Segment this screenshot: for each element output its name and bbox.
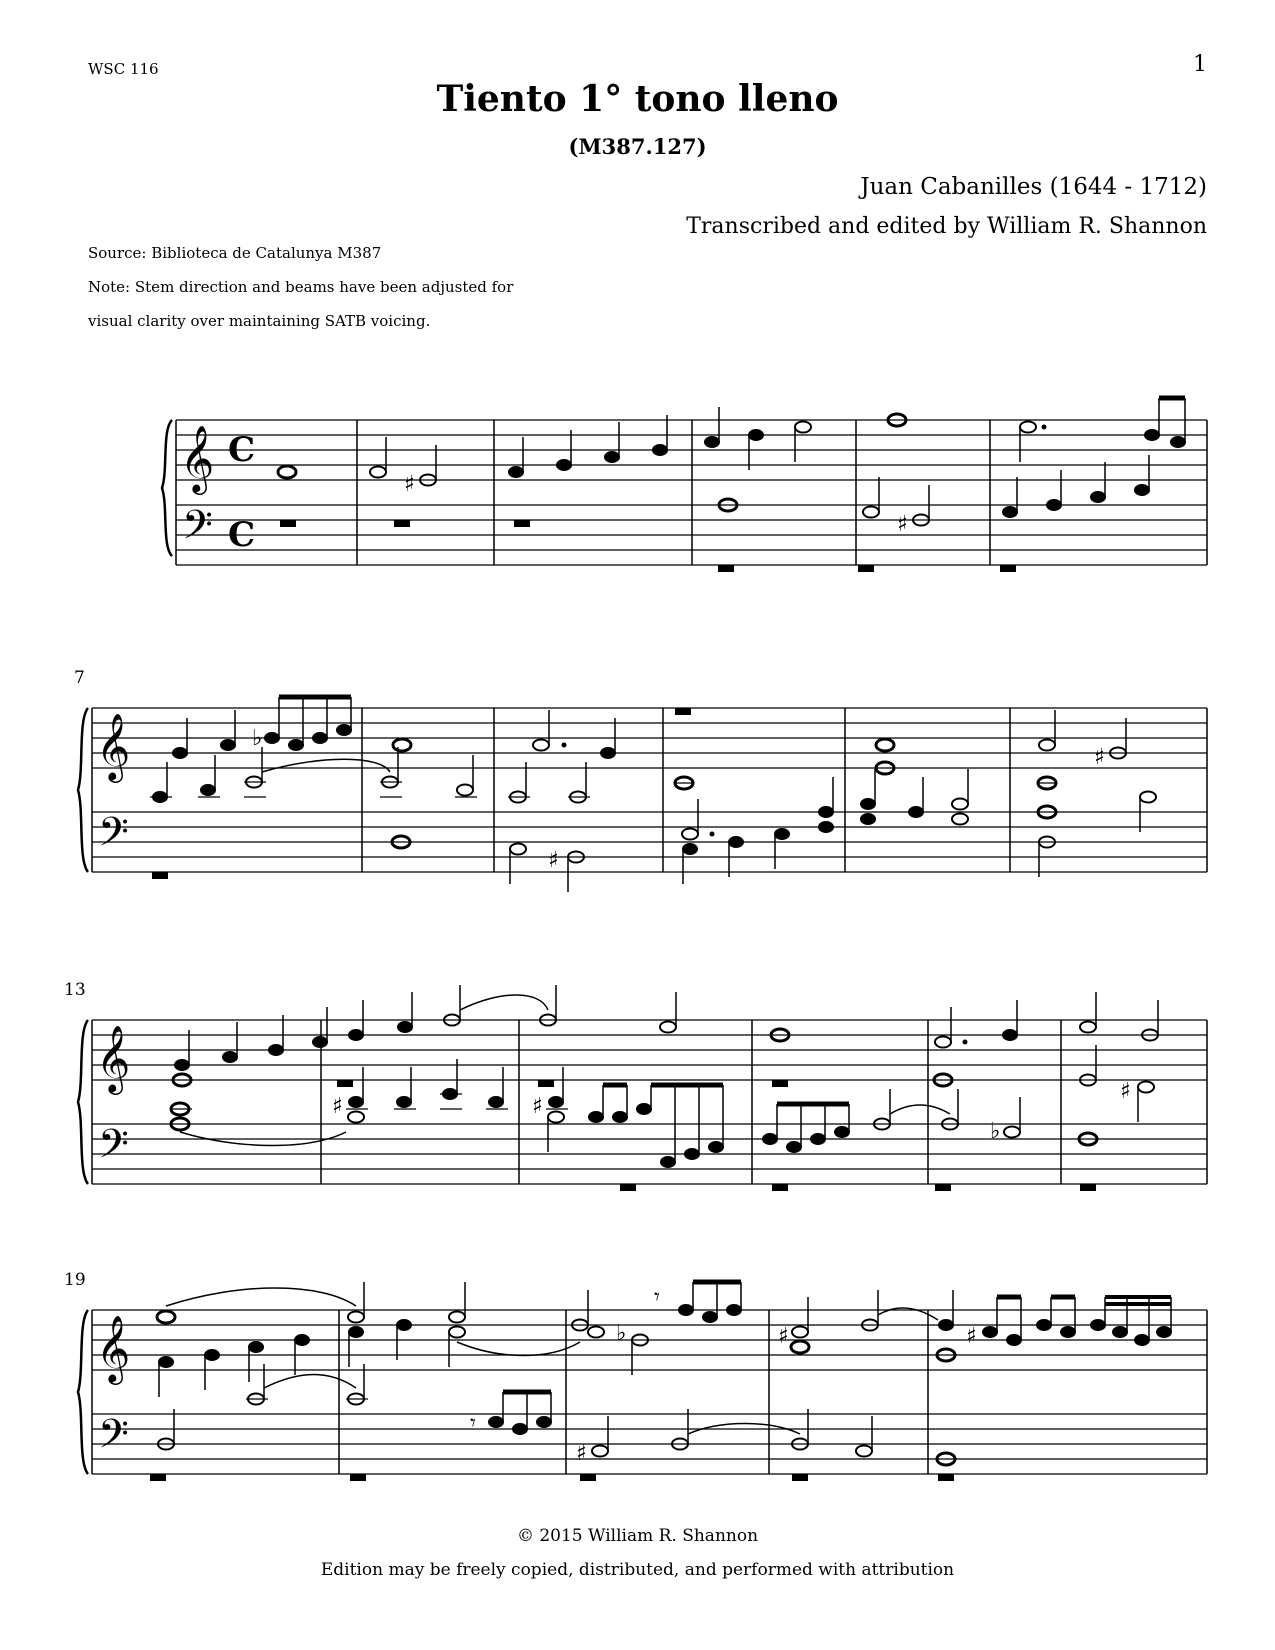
bass-clef-icon: 𝄢 — [98, 1121, 129, 1177]
svg-text:♯: ♯ — [778, 1324, 789, 1349]
bass-notes — [150, 1364, 955, 1481]
license-notice: Edition may be freely copied, distributed, and performed with attribution — [320, 1560, 955, 1580]
time-signature: C — [228, 430, 256, 470]
svg-text:♯: ♯ — [548, 848, 559, 873]
catalog-number: WSC 116 — [88, 60, 159, 78]
bass-staff — [92, 1124, 1207, 1184]
measure-number: 13 — [64, 980, 86, 1000]
barlines — [92, 1020, 1207, 1184]
svg-text:♭: ♭ — [990, 1119, 1001, 1144]
svg-text:♯: ♯ — [332, 1094, 343, 1119]
composer: Juan Cabanilles (1644 - 1712) — [860, 174, 1207, 200]
svg-text:𝄾: 𝄾 — [654, 1285, 660, 1310]
svg-text:♯: ♯ — [404, 472, 415, 497]
brace — [78, 1020, 88, 1184]
system-4 — [64, 1270, 1207, 1481]
treble-notes — [278, 398, 1186, 497]
svg-text:♭: ♭ — [252, 726, 263, 751]
system-2 — [74, 668, 1207, 892]
bass-staff — [92, 1414, 1207, 1474]
treble-clef-icon: 𝄞 — [96, 1024, 131, 1092]
treble-notes — [173, 697, 1127, 789]
svg-text:♯: ♯ — [576, 1441, 587, 1466]
source-note: Source: Biblioteca de Catalunya M387 — [88, 244, 382, 262]
treble-staff — [92, 1310, 1207, 1370]
svg-text:♭: ♭ — [616, 1321, 627, 1346]
piece-subtitle: (M387.127) — [568, 134, 707, 159]
page-number: 1 — [1193, 52, 1207, 77]
barlines — [176, 420, 1207, 565]
svg-text:♯: ♯ — [1094, 745, 1105, 770]
time-signature: C — [228, 515, 256, 555]
brace — [78, 708, 88, 872]
editor-credit: Transcribed and edited by William R. Shannon — [686, 214, 1207, 239]
piece-title: Tiento 1° tono lleno — [436, 78, 839, 120]
svg-text:♯: ♯ — [1120, 1079, 1131, 1104]
measure-number: 7 — [74, 668, 85, 688]
treble-clef-icon: 𝄞 — [96, 1314, 131, 1382]
treble-clef-icon: 𝄞 — [96, 712, 131, 780]
treble-clef-icon: 𝄞 — [180, 424, 215, 492]
bass-clef-icon: 𝄢 — [182, 502, 213, 558]
bass-notes — [170, 1059, 1097, 1191]
svg-text:𝄾: 𝄾 — [470, 1411, 476, 1436]
system-1 — [162, 398, 1207, 572]
bass-notes — [150, 747, 1156, 892]
barlines — [92, 1310, 1207, 1474]
bass-clef-icon: 𝄢 — [98, 809, 129, 865]
measure-number: 19 — [64, 1270, 86, 1290]
system-3 — [64, 980, 1207, 1191]
treble-staff — [92, 1020, 1207, 1080]
svg-text:♯: ♯ — [532, 1094, 543, 1119]
brace — [162, 420, 172, 556]
bass-clef-icon: 𝄢 — [98, 1411, 129, 1467]
svg-text:♯: ♯ — [966, 1324, 977, 1349]
editorial-note-line-2: visual clarity over maintaining SATB voicing. — [88, 312, 431, 330]
svg-text:♯: ♯ — [897, 512, 908, 537]
copyright-notice: © 2015 William R. Shannon — [516, 1526, 759, 1546]
brace — [78, 1310, 88, 1474]
editorial-note-line-1: Note: Stem direction and beams have been adjusted for — [88, 278, 514, 296]
